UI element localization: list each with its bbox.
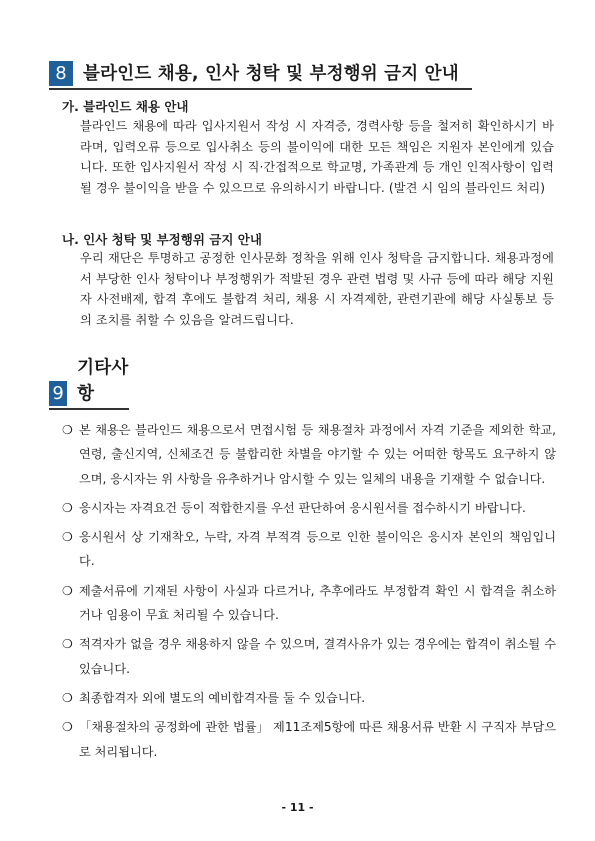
list-item-text: 응시원서 상 기재착오, 누락, 자격 부적격 등으로 인한 불이익은 응시자 본인의 책임입니다. xyxy=(79,530,556,569)
list-item-text: 제출서류에 기재된 사항이 사실과 다르거나, 추후에라도 부정합격 확인 시 합격을 취소하거나 임용이 무효 처리될 수 있습니다. xyxy=(79,583,556,623)
bullet-circle-icon: ❍ xyxy=(62,690,73,705)
subsection-a-heading: 가. 블라인드 채용 안내 xyxy=(62,99,189,114)
section-8-header xyxy=(49,58,472,90)
list-item xyxy=(62,579,556,628)
section-9-title: 기타사항 xyxy=(77,358,129,404)
list-item-text: 「채용절차의 공정화에 관한 법률」 제11조제5항에 따른 채용서류 반환 시 구직자 부담으로 처리됩니다. xyxy=(79,720,556,759)
list-item xyxy=(62,632,556,681)
bullet-circle-icon: ❍ xyxy=(62,423,73,437)
bullet-circle-icon: ❍ xyxy=(62,720,73,735)
bullet-circle-icon: ❍ xyxy=(62,500,73,515)
list-item-text: 본 채용은 블라인드 채용으로서 면접시험 등 채용절차 과정에서 자격 기준을 제외한 학교, 연령, 출신지역, 신체조건 등 불합리한 차별을 야기할 수 있는 어떠한 항목도 요구하지 않으며, 응시자는 위 사항을 유추하거나 암시할 수 있는 일체의 내용을 기재할 수 없습니다. xyxy=(79,423,556,486)
bullet-circle-icon: ❍ xyxy=(62,530,73,545)
subsection-b-body: 우리 재단은 투명하고 공정한 인사문화 정착을 위해 인사 청탁을 금지합니다. 채용과정에서 부당한 인사 청탁이나 부정행위가 적발된 경우 관련 법령 및 사규 등에 따라 해당 지원자 사전배제, 합격 후에도 불합격 처리, 채용 시 자격제한, 관련기관에 해당 사실통보 등의 조치를 취할 수 있음을 알려드립니다. xyxy=(80,251,554,327)
list-item-text: 응시자는 자격요건 등이 적합한지를 우선 판단하여 응시원서를 접수하시기 바랍니다. xyxy=(79,500,526,515)
list-item-text: 최종합격자 외에 별도의 예비합격자를 둘 수 있습니다. xyxy=(79,690,366,705)
list-item xyxy=(62,686,556,710)
list-item xyxy=(62,525,556,574)
subsection-b-heading: 나. 인사 청탁 및 부정행위 금지 안내 xyxy=(62,232,262,247)
bullet-circle-icon: ❍ xyxy=(62,637,73,652)
list-item xyxy=(62,496,556,520)
list-item-text: 적격자가 없을 경우 채용하지 않을 수 있으며, 결격사유가 있는 경우에는 합격이 취소될 수 있습니다. xyxy=(79,637,556,676)
list-item xyxy=(62,418,556,491)
notes-list xyxy=(62,418,556,769)
section-9-header xyxy=(49,358,129,410)
subsection-a-body: 블라인드 채용에 따라 입사지원서 작성 시 자격증, 경력사항 등을 철저히 확인하시기 바라며, 입력오류 등으로 입사취소 등의 불이익에 대한 모든 책임은 지원자 본인에게 있습니다. 또한 입사지원서 작성 시 직·간접적으로 학교명, 가족관계 등 개인 인적사항이 입력 될 경우 불이익을 받을 수 있으므로 유의하시기 바랍니다. (발견 시 임의 블라인드 처리) xyxy=(80,119,554,195)
section-9-number: 9 xyxy=(49,381,67,406)
section-8-title: 블라인드 채용, 인사 청탁 및 부정행위 금지 안내 xyxy=(83,64,459,84)
page-number: - 11 - xyxy=(281,801,314,814)
list-item xyxy=(62,715,556,764)
bullet-circle-icon: ❍ xyxy=(62,583,73,598)
section-8-number: 8 xyxy=(49,61,73,86)
